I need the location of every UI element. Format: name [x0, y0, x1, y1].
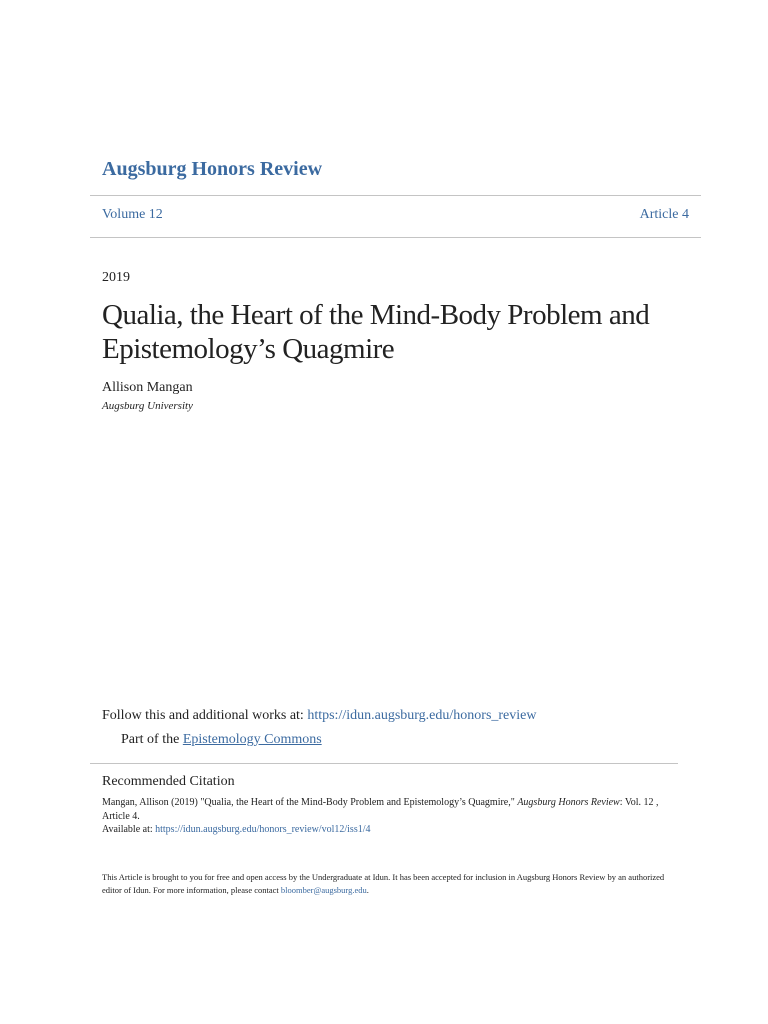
journal-title[interactable]: Augsburg Honors Review — [102, 158, 323, 180]
article-number-link[interactable]: Article 4 — [639, 207, 689, 222]
open-access-notice — [102, 871, 672, 897]
part-of-label: Part of the — [121, 732, 183, 747]
open-access-text: This Article is brought to you for free and open access by the Undergraduate at Idun. It has been accepted for inclusion in Augsburg Honors Review by an authorized editor of Idun. For more information, please contact — [102, 872, 665, 895]
author-name: Allison Mangan — [102, 380, 193, 395]
citation-divider — [90, 763, 678, 764]
author-affiliation: Augsburg University — [102, 400, 193, 412]
citation-volume: : Vol. 12 , Article 4. — [102, 797, 659, 822]
open-access-end: . — [366, 885, 369, 895]
follow-line — [102, 708, 537, 724]
citation-body: Mangan, Allison (2019) "Qualia, the Heart of the Mind-Body Problem and Epistemology’s Quagmire," — [102, 797, 518, 808]
publication-year: 2019 — [102, 270, 130, 285]
repository-link[interactable]: https://idun.augsburg.edu/honors_review — [307, 708, 537, 723]
article-title: Qualia, the Heart of the Mind-Body Problem and Epistemology’s Quagmire — [102, 299, 650, 365]
epistemology-commons-link[interactable]: Epistemology Commons — [182, 732, 322, 747]
part-of-line — [121, 732, 322, 748]
available-at-line — [102, 824, 371, 835]
header-divider-top — [90, 195, 701, 196]
available-at-label: Available at: — [102, 824, 156, 835]
article-url-link[interactable]: https://idun.augsburg.edu/honors_review/vol12/iss1/4 — [155, 824, 371, 835]
header-divider-bottom — [90, 237, 701, 238]
recommended-citation-heading: Recommended Citation — [102, 774, 235, 789]
contact-email-link[interactable]: bloomber@augsburg.edu — [280, 885, 367, 895]
follow-label: Follow this and additional works at: — [102, 708, 308, 723]
citation-text — [102, 796, 672, 824]
volume-link[interactable]: Volume 12 — [102, 207, 163, 222]
citation-journal: Augsburg Honors Review — [517, 797, 620, 808]
